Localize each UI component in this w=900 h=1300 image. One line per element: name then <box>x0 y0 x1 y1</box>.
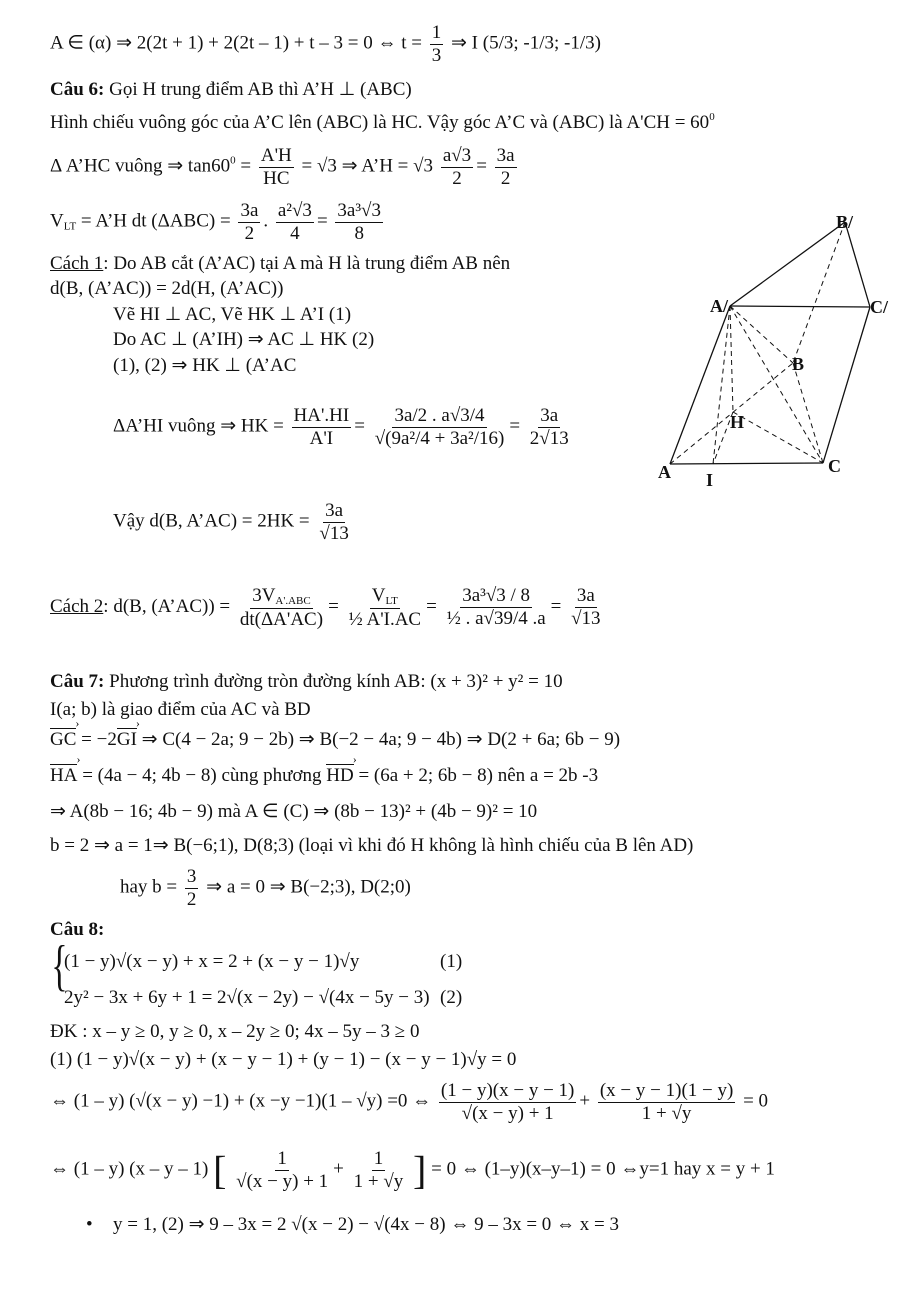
edge <box>670 306 730 464</box>
step-line-1: (1) (1 − y)√(x − y) + (x − y − 1) + (y − 1) − (x − y − 1)√y = 0 <box>50 1049 517 1070</box>
step-line-3: ⇔ (1 – y) (x – y – 1) [ $\frac{1}{√(x - y) + 1}$ + $\frac{1}{1 + √y}$ ] = 0 ⇔ (1–y)(x–y–1) = 0 ⇔y=1 hay x = y + 1 <box>50 1147 775 1193</box>
conclusion-line <box>113 500 354 545</box>
question-6-heading <box>50 80 412 99</box>
fraction: $\frac{1}{1 + √y}$ <box>353 1148 404 1192</box>
eq-lhs: A ∈ (α) ⇒ 2(2t + 1) + 2(2t – 1) + t – 3 = 0 ⇔ t = <box>50 32 423 54</box>
vertex-label: A <box>658 462 671 482</box>
edge <box>823 307 870 463</box>
question-label: Câu 7: <box>50 671 105 692</box>
vol-sub: LT <box>63 220 77 233</box>
step-3: (1), (2) ⇒ HK ⊥ (A’AC <box>113 355 297 376</box>
question-label: Câu 6: <box>50 79 105 100</box>
fraction: $\frac{3a/2 . a√3/4}{\text{√(9a²/4 + 3a²/16)}}$ <box>374 405 505 449</box>
fraction: $\frac{3a}{√13}$ <box>571 585 601 630</box>
question-label: Câu 8: <box>50 919 105 940</box>
vertex-label: I <box>706 470 714 490</box>
eq: = <box>235 155 252 177</box>
method-2-label: Cách 2 <box>50 596 104 618</box>
equation-2: 2y² − 3x + 6y + 1 = 2√(x − 2y) − √(4x − 5y − 3) <box>64 987 430 1008</box>
case-2-line: hay b = $\frac{3}{2}$ ⇒ a = 0 ⇒ B(−2;3), D(2;0) <box>120 866 411 910</box>
dashed-edge <box>733 412 823 463</box>
dashed-edge <box>730 306 793 363</box>
edge <box>845 222 870 307</box>
fraction: $\frac{\text{3a³√3 / 8}}{\text{½ . a√39/4 .a}}$ <box>446 585 546 630</box>
eq-rhs: ⇒ I (5/3; -1/3; -1/3) <box>451 32 601 54</box>
equation-2-tag: (2) <box>440 987 463 1008</box>
vol-mid: = A’H dt (ΔABC) = <box>76 210 231 232</box>
fraction: $\frac{3a}{2}$ <box>240 200 259 244</box>
equation-1: (1 − y)√(x − y) + x = 2 + (x − y − 1)√y <box>64 951 360 972</box>
step-2: Do AC ⊥ (A’IH) ⇒ AC ⊥ HK (2) <box>113 329 375 350</box>
fraction: $\frac{\text{3a³√3}}{8}$ <box>337 200 381 244</box>
method-1-line <box>50 254 510 273</box>
condition-line: ĐK : x – y ≥ 0, y ≥ 0, x – 2y ≥ 0; 4x – 5y – 3 ≥ 0 <box>50 1021 420 1042</box>
vertex-label: B/ <box>836 212 854 232</box>
bullet-icon: • <box>86 1214 93 1235</box>
fraction: $\frac{3V_{A'.ABC}}{dt(\Delta A'AC)}$ <box>239 585 324 630</box>
edge <box>730 222 845 306</box>
dashed-edge <box>793 222 845 363</box>
method-2-line: Cách 2: d(B, (A’AC)) = $\frac{3V_{A'.ABC}}{dt(\Delta A'AC)}$ = $\frac{V_{LT}}{\text{½ A'I.AC}}$ = $\frac{\text{3a³√3 / 8}}{\text{½ . a√39/4 .a}}$ = $\frac{3a}{√13}$ <box>50 585 601 630</box>
question-text: Phương trình đường tròn đường kính AB: (x + 3)² + y² = 10 <box>104 671 563 692</box>
fraction: $\frac{3a}{2}$ <box>496 145 515 189</box>
fraction: $\frac{1}{3}$ <box>431 22 442 66</box>
fraction: $\frac{V_{LT}}{\text{½ A'I.AC}}$ <box>348 585 422 630</box>
vector: GC › <box>50 728 76 750</box>
vector-line-1: GC › = −2GI › ⇒ C(4 − 2a; 9 − 2b) ⇒ B(−2 − 4a; 9 − 4b) ⇒ D(2 + 6a; 6b − 9) <box>50 730 620 749</box>
step-1: Vẽ HI ⊥ AC, Vẽ HK ⊥ A’I (1) <box>113 304 352 325</box>
fraction: $\frac{(x - y - 1)(1 - y)}{1 + √y}$ <box>599 1080 734 1124</box>
volume-line: $V_{LT}$ = A’H dt (ΔABC) = $\frac{3a}{2}$ . $\frac{\text{a²√3}}{4}$ = $\frac{\text{3a³√3}}{8}$ <box>50 200 381 244</box>
point-a-line: ⇒ A(8b − 16; 4b − 9) mà A ∈ (C) ⇒ (8b − 13)² + (4b − 9)² = 10 <box>50 801 538 822</box>
intersection-line: I(a; b) là giao điểm của AC và BD <box>50 699 311 720</box>
method-2-lhs: : d(B, (A’AC)) = <box>103 596 231 618</box>
vector-line-2: HA › = (4a − 4; 4b − 8) cùng phương HD › = (6a + 2; 6b − 8) nên a = 2b -3 <box>50 766 598 785</box>
fraction: $\frac{3a}{√13}$ <box>319 500 349 544</box>
projection-text: Hình chiếu vuông góc của A’C lên (ABC) là HC. Vậy góc A’C và (ABC) là A'CH = 60 <box>50 112 710 133</box>
fraction: $\frac{3a}{2√13}$ <box>529 405 569 449</box>
fraction: $\frac{1}{√(x - y) + 1}$ <box>236 1148 329 1192</box>
fraction: $\frac{(1 - y)(x - y - 1)}{√(x - y) + 1}$ <box>440 1080 575 1124</box>
system-brace: { <box>51 935 68 997</box>
vertex-label: C <box>828 456 841 476</box>
fraction: $\frac{\text{a²√3}}{4}$ <box>277 200 312 244</box>
projection-line <box>50 112 715 132</box>
tan-rhs: = √3 ⇒ A’H = √3 <box>301 155 434 177</box>
degree-sup: 0 <box>709 111 715 123</box>
vertex-label: C/ <box>870 297 888 317</box>
degree-sup: 0 <box>230 154 236 167</box>
question-7-heading <box>50 672 563 691</box>
edge <box>670 463 823 464</box>
tan-line: Δ A’HC vuông ⇒ $\tan 60^0$ = $\frac{A'H}{HC}$ = √3 ⇒ A’H = √3 $\frac{a√3}{2}$ = $\frac{3a}{2}$ <box>50 145 515 189</box>
equation-line <box>50 22 601 67</box>
vertex-label: B <box>792 354 805 374</box>
dashed-edge <box>730 306 733 412</box>
question-text: Gọi H trung điểm AB thì A’H ⊥ (ABC) <box>104 79 412 100</box>
hk-lhs: ΔA’HI vuông ⇒ HK = <box>113 415 284 437</box>
dashed-edge <box>730 306 823 463</box>
case-1-line: b = 2 ⇒ a = 1⇒ B(−6;1), D(8;3) (loại vì khi đó H không là hình chiếu của B lên AD) <box>50 835 694 856</box>
vol-symbol: V <box>50 210 64 232</box>
vector: HD › <box>326 764 353 786</box>
prism-figure <box>640 200 900 500</box>
bullet-text: y = 1, (2) ⇒ 9 – 3x = 2 √(x − 2) − √(4x − 8) ⇔ 9 – 3x = 0 ⇔ x = 3 <box>113 1214 619 1235</box>
vector: GI › <box>117 728 137 750</box>
method-1-label: Cách 1 <box>50 253 104 274</box>
equation-1-tag: (1) <box>440 951 463 972</box>
fraction: $\frac{3}{2}$ <box>186 866 197 910</box>
tan-lhs: Δ A’HC vuông ⇒ tan60 <box>50 155 231 177</box>
method-1-text: : Do AB cắt (A’AC) tại A mà H là trung điểm AB nên <box>103 253 511 274</box>
fraction: $\frac{HA'.HI}{A'I}$ <box>293 405 350 449</box>
fraction: $\frac{A'H}{HC}$ <box>260 145 292 189</box>
conclusion-lhs: Vậy d(B, A’AC) = 2HK = <box>113 510 310 532</box>
distance-line: d(B, (A’AC)) = 2d(H, (A’AC)) <box>50 278 284 299</box>
vector: HA › <box>50 764 77 786</box>
step-line-2: ⇔ (1 – y) (√(x − y) −1) + (x −y −1)(1 – √y) =0 ⇔ $\frac{(1 - y)(x - y - 1)}{√(x - y) + 1}$ + $\frac{(x - y - 1)(1 - y)}{1 + √y}$ = 0 <box>50 1080 769 1124</box>
vertex-label: A/ <box>710 296 728 316</box>
vertex-label: H <box>730 412 745 432</box>
edge <box>730 306 870 307</box>
fraction: $\frac{a√3}{2}$ <box>442 145 472 189</box>
hk-line: ΔA’HI vuông ⇒ HK = $\frac{HA'.HI}{A'I}$ = $\frac{3a/2 . a√3/4}{\text{√(9a²/4 + 3a²/16)}}$ = $\frac{3a}{2√13}$ <box>113 405 569 449</box>
